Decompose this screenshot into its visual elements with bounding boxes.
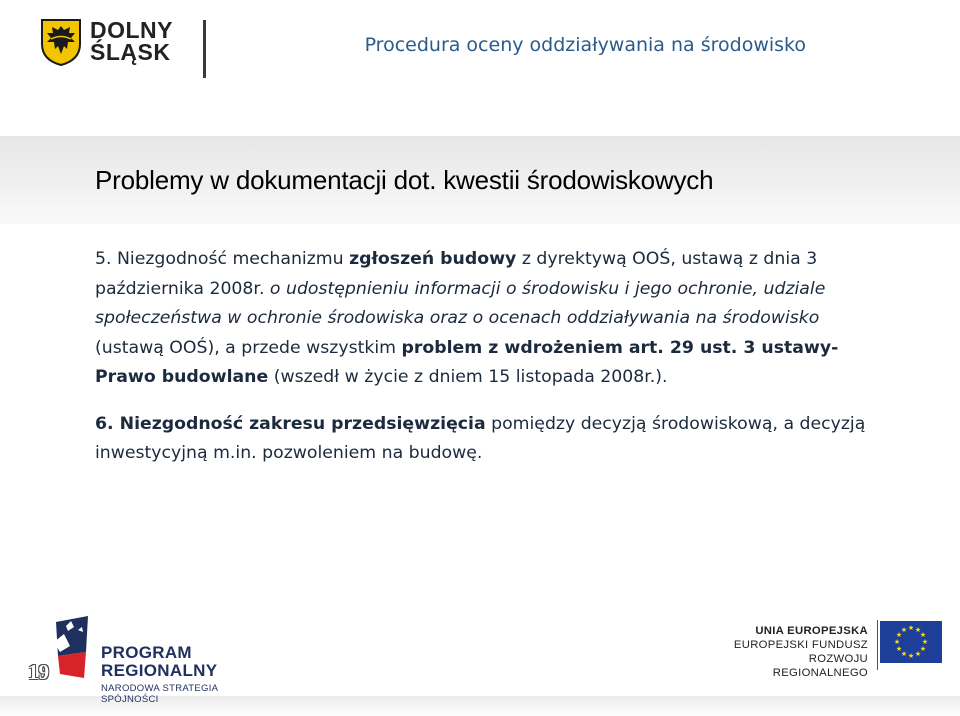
eu-logo <box>730 620 942 679</box>
list-item-5 <box>95 245 885 393</box>
eu-text <box>730 624 868 680</box>
svg-text:★: ★ <box>914 626 922 634</box>
svg-text:★: ★ <box>919 645 927 653</box>
eagle-crest-icon <box>40 18 82 66</box>
svg-text:★: ★ <box>893 638 901 646</box>
program-line1: PROGRAM <box>101 643 192 662</box>
logo-wordmark <box>90 19 173 63</box>
item5-bold-1: zgłoszeń budowy <box>349 249 517 269</box>
svg-text:★: ★ <box>895 645 903 653</box>
svg-text:★: ★ <box>907 652 915 660</box>
eu-divider <box>877 620 878 670</box>
svg-text:★: ★ <box>900 626 908 634</box>
page-number: 19 <box>28 660 49 684</box>
header-divider <box>203 20 206 78</box>
dolny-slask-logo <box>40 16 210 72</box>
svg-text:★: ★ <box>919 631 927 639</box>
eu-line1: UNIA EUROPEJSKA <box>755 625 868 637</box>
svg-text:★: ★ <box>895 631 903 639</box>
program-line2: REGIONALNY <box>101 661 218 680</box>
program-regionalny-mark-icon <box>52 612 96 682</box>
item6-text: pomiędzy decyzją środowiskową, a decyzją inwestycyjną m.in. pozwoleniem na budowę. <box>95 413 866 463</box>
program-line3: NARODOWA STRATEGIA SPÓJNOŚCI <box>101 683 218 705</box>
eu-line3: ROZWOJU REGIONALNEGO <box>772 653 868 679</box>
item5-text-1: 5. Niezgodność mechanizmu <box>95 249 350 269</box>
item5-italic: o udostępnieniu informacji o środowisku i jego ochronie, udziale społeczeństwa w ochronie środowiska oraz o ocenach oddziaływania na środowisko <box>95 278 826 328</box>
program-regionalny-text <box>101 644 262 705</box>
footer <box>0 596 960 716</box>
logo-line2: ŚLĄSK <box>90 39 171 65</box>
item5-text-3: (ustawą OOŚ), a przede wszystkim <box>95 337 402 358</box>
svg-text:★: ★ <box>914 650 922 658</box>
svg-text:★: ★ <box>900 650 908 658</box>
list-item-6 <box>95 410 885 469</box>
slide-title: Problemy w dokumentacji dot. kwestii środowiskowych <box>95 165 714 195</box>
header <box>0 0 960 96</box>
svg-text:★: ★ <box>921 638 929 646</box>
item5-bold-2: problem z wdrożeniem art. 29 ust. 3 ustawy-Prawo budowlane <box>95 337 839 387</box>
presentation-title: Procedura oceny oddziaływania na środowisko <box>364 34 806 56</box>
eu-line2: EUROPEJSKI FUNDUSZ <box>733 639 868 651</box>
svg-text:★: ★ <box>907 624 915 632</box>
eu-flag-icon <box>880 621 942 663</box>
logo-line1: DOLNY <box>90 17 173 43</box>
item6-bold: 6. Niezgodność zakresu przedsięwzięcia <box>95 413 486 434</box>
item5-text-2: z dyrektywą OOŚ, ustawą z dnia 3 października 2008r. <box>95 249 818 299</box>
slide-content <box>95 245 885 469</box>
item5-text-4: (wszedł w życie z dniem 15 listopada 2008r.). <box>268 367 668 387</box>
program-regionalny-logo <box>52 612 262 705</box>
